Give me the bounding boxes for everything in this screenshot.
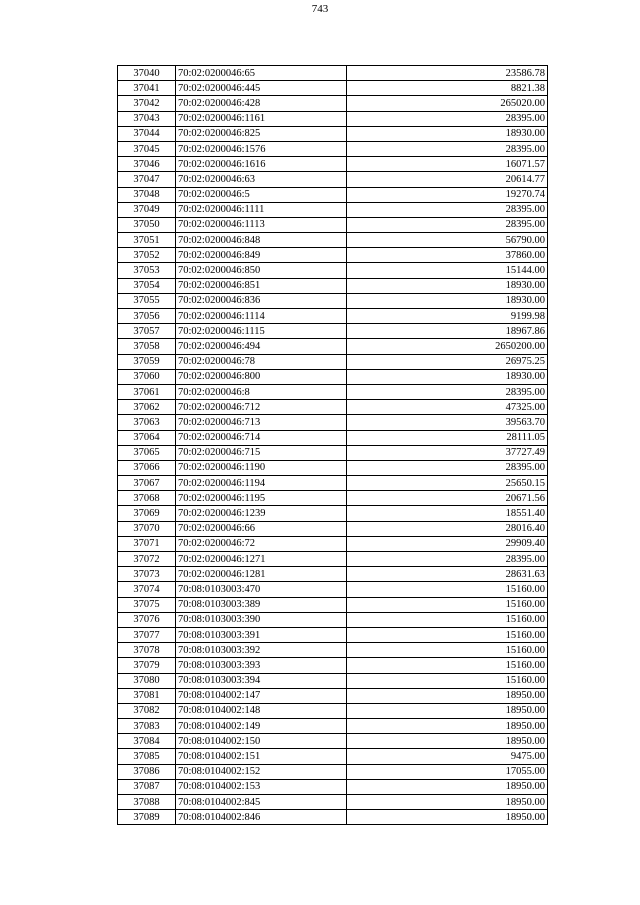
cadastral-number-cell: 70:08:0103003:394 (176, 673, 347, 688)
value-cell: 15144.00 (347, 263, 548, 278)
value-cell: 8821.38 (347, 81, 548, 96)
row-number-cell: 37056 (118, 309, 176, 324)
table-row (118, 582, 548, 597)
table-row (118, 445, 548, 460)
row-number-cell: 37079 (118, 658, 176, 673)
cadastral-number-cell: 70:02:0200046:5 (176, 187, 347, 202)
row-number-cell: 37074 (118, 582, 176, 597)
row-number-cell: 37077 (118, 627, 176, 642)
table-row (118, 506, 548, 521)
row-number-cell: 37085 (118, 749, 176, 764)
value-cell: 2650200.00 (347, 339, 548, 354)
value-cell: 28395.00 (347, 460, 548, 475)
table-row (118, 66, 548, 81)
table-row (118, 779, 548, 794)
cadastral-number-cell: 70:02:0200046:715 (176, 445, 347, 460)
table-row (118, 552, 548, 567)
value-cell: 26975.25 (347, 354, 548, 369)
row-number-cell: 37067 (118, 476, 176, 491)
table-row (118, 795, 548, 810)
table-row (118, 810, 548, 825)
table-row (118, 202, 548, 217)
cadastral-number-cell: 70:02:0200046:1190 (176, 460, 347, 475)
cadastral-number-cell: 70:02:0200046:65 (176, 66, 347, 81)
table-row (118, 612, 548, 627)
value-cell: 15160.00 (347, 658, 548, 673)
cadastral-number-cell: 70:02:0200046:825 (176, 126, 347, 141)
row-number-cell: 37045 (118, 141, 176, 156)
row-number-cell: 37066 (118, 460, 176, 475)
cadastral-number-cell: 70:02:0200046:1194 (176, 476, 347, 491)
row-number-cell: 37050 (118, 217, 176, 232)
row-number-cell: 37068 (118, 491, 176, 506)
row-number-cell: 37069 (118, 506, 176, 521)
row-number-cell: 37053 (118, 263, 176, 278)
table-row (118, 324, 548, 339)
value-cell: 18930.00 (347, 126, 548, 141)
row-number-cell: 37065 (118, 445, 176, 460)
cadastral-number-cell: 70:02:0200046:1576 (176, 141, 347, 156)
value-cell: 18950.00 (347, 779, 548, 794)
value-cell: 15160.00 (347, 597, 548, 612)
value-cell: 37727.49 (347, 445, 548, 460)
row-number-cell: 37063 (118, 415, 176, 430)
cadastral-number-cell: 70:02:0200046:428 (176, 96, 347, 111)
table-row (118, 248, 548, 263)
cadastral-number-cell: 70:02:0200046:849 (176, 248, 347, 263)
value-cell: 18950.00 (347, 810, 548, 825)
value-cell: 18930.00 (347, 369, 548, 384)
row-number-cell: 37043 (118, 111, 176, 126)
cadastral-number-cell: 70:08:0103003:390 (176, 612, 347, 627)
cadastral-number-cell: 70:02:0200046:848 (176, 233, 347, 248)
cadastral-number-cell: 70:02:0200046:445 (176, 81, 347, 96)
table-row (118, 384, 548, 399)
cadastral-number-cell: 70:08:0103003:470 (176, 582, 347, 597)
value-cell: 18950.00 (347, 734, 548, 749)
row-number-cell: 37054 (118, 278, 176, 293)
row-number-cell: 37087 (118, 779, 176, 794)
value-cell: 28111.05 (347, 430, 548, 445)
row-number-cell: 37046 (118, 157, 176, 172)
row-number-cell: 37042 (118, 96, 176, 111)
value-cell: 28016.40 (347, 521, 548, 536)
row-number-cell: 37057 (118, 324, 176, 339)
cadastral-number-cell: 70:02:0200046:851 (176, 278, 347, 293)
row-number-cell: 37064 (118, 430, 176, 445)
table-row (118, 521, 548, 536)
cadastral-number-cell: 70:02:0200046:712 (176, 400, 347, 415)
cadastral-number-cell: 70:02:0200046:1113 (176, 217, 347, 232)
table-row (118, 627, 548, 642)
cadastral-number-cell: 70:02:0200046:714 (176, 430, 347, 445)
row-number-cell: 37082 (118, 703, 176, 718)
table-body (118, 66, 548, 825)
table-row (118, 673, 548, 688)
value-cell: 20614.77 (347, 172, 548, 187)
row-number-cell: 37061 (118, 384, 176, 399)
row-number-cell: 37060 (118, 369, 176, 384)
table-row (118, 354, 548, 369)
data-table (117, 65, 548, 825)
cadastral-number-cell: 70:02:0200046:800 (176, 369, 347, 384)
cadastral-number-cell: 70:02:0200046:63 (176, 172, 347, 187)
value-cell: 15160.00 (347, 612, 548, 627)
table-row (118, 141, 548, 156)
cadastral-number-cell: 70:08:0104002:845 (176, 795, 347, 810)
cadastral-number-cell: 70:02:0200046:1111 (176, 202, 347, 217)
value-cell: 28395.00 (347, 217, 548, 232)
value-cell: 15160.00 (347, 673, 548, 688)
value-cell: 18930.00 (347, 278, 548, 293)
value-cell: 9475.00 (347, 749, 548, 764)
value-cell: 18950.00 (347, 703, 548, 718)
cadastral-number-cell: 70:02:0200046:66 (176, 521, 347, 536)
cadastral-number-cell: 70:02:0200046:836 (176, 293, 347, 308)
table-row (118, 217, 548, 232)
cadastral-number-cell: 70:02:0200046:8 (176, 384, 347, 399)
row-number-cell: 37078 (118, 643, 176, 658)
value-cell: 15160.00 (347, 582, 548, 597)
row-number-cell: 37071 (118, 536, 176, 551)
value-cell: 16071.57 (347, 157, 548, 172)
row-number-cell: 37049 (118, 202, 176, 217)
table-row (118, 339, 548, 354)
table-row (118, 415, 548, 430)
table-row (118, 111, 548, 126)
row-number-cell: 37072 (118, 552, 176, 567)
row-number-cell: 37058 (118, 339, 176, 354)
row-number-cell: 37073 (118, 567, 176, 582)
value-cell: 28395.00 (347, 552, 548, 567)
table-row (118, 734, 548, 749)
table-row (118, 536, 548, 551)
row-number-cell: 37081 (118, 688, 176, 703)
row-number-cell: 37041 (118, 81, 176, 96)
table-row (118, 157, 548, 172)
cadastral-number-cell: 70:02:0200046:850 (176, 263, 347, 278)
table-row (118, 187, 548, 202)
value-cell: 20671.56 (347, 491, 548, 506)
value-cell: 17055.00 (347, 764, 548, 779)
row-number-cell: 37051 (118, 233, 176, 248)
value-cell: 9199.98 (347, 309, 548, 324)
cadastral-number-cell: 70:02:0200046:1161 (176, 111, 347, 126)
row-number-cell: 37086 (118, 764, 176, 779)
value-cell: 47325.00 (347, 400, 548, 415)
row-number-cell: 37052 (118, 248, 176, 263)
row-number-cell: 37080 (118, 673, 176, 688)
table-row (118, 126, 548, 141)
table-row (118, 749, 548, 764)
row-number-cell: 37076 (118, 612, 176, 627)
row-number-cell: 37089 (118, 810, 176, 825)
table-row (118, 263, 548, 278)
cadastral-number-cell: 70:02:0200046:494 (176, 339, 347, 354)
row-number-cell: 37084 (118, 734, 176, 749)
table-row (118, 369, 548, 384)
cadastral-number-cell: 70:08:0103003:393 (176, 658, 347, 673)
table-row (118, 430, 548, 445)
table-row (118, 719, 548, 734)
cadastral-number-cell: 70:08:0104002:153 (176, 779, 347, 794)
value-cell: 18950.00 (347, 795, 548, 810)
cadastral-number-cell: 70:02:0200046:1281 (176, 567, 347, 582)
table-row (118, 309, 548, 324)
table-row (118, 460, 548, 475)
page-number: 743 (311, 3, 329, 15)
value-cell: 25650.15 (347, 476, 548, 491)
value-cell: 18950.00 (347, 688, 548, 703)
cadastral-number-cell: 70:02:0200046:78 (176, 354, 347, 369)
cadastral-number-cell: 70:08:0104002:148 (176, 703, 347, 718)
table-row (118, 172, 548, 187)
cadastral-number-cell: 70:02:0200046:1114 (176, 309, 347, 324)
table-row (118, 567, 548, 582)
value-cell: 29909.40 (347, 536, 548, 551)
data-table-container (117, 65, 548, 825)
value-cell: 15160.00 (347, 627, 548, 642)
value-cell: 37860.00 (347, 248, 548, 263)
table-row (118, 658, 548, 673)
table-row (118, 476, 548, 491)
value-cell: 265020.00 (347, 96, 548, 111)
row-number-cell: 37070 (118, 521, 176, 536)
value-cell: 39563.70 (347, 415, 548, 430)
row-number-cell: 37040 (118, 66, 176, 81)
cadastral-number-cell: 70:08:0104002:151 (176, 749, 347, 764)
row-number-cell: 37062 (118, 400, 176, 415)
value-cell: 28395.00 (347, 141, 548, 156)
cadastral-number-cell: 70:08:0104002:150 (176, 734, 347, 749)
cadastral-number-cell: 70:02:0200046:1239 (176, 506, 347, 521)
table-row (118, 96, 548, 111)
value-cell: 28395.00 (347, 111, 548, 126)
row-number-cell: 37044 (118, 126, 176, 141)
value-cell: 28631.63 (347, 567, 548, 582)
table-row (118, 764, 548, 779)
cadastral-number-cell: 70:02:0200046:1271 (176, 552, 347, 567)
row-number-cell: 37075 (118, 597, 176, 612)
value-cell: 18967.86 (347, 324, 548, 339)
cadastral-number-cell: 70:08:0104002:152 (176, 764, 347, 779)
value-cell: 18950.00 (347, 719, 548, 734)
row-number-cell: 37047 (118, 172, 176, 187)
value-cell: 18551.40 (347, 506, 548, 521)
row-number-cell: 37048 (118, 187, 176, 202)
value-cell: 15160.00 (347, 643, 548, 658)
cadastral-number-cell: 70:02:0200046:1195 (176, 491, 347, 506)
value-cell: 56790.00 (347, 233, 548, 248)
table-row (118, 81, 548, 96)
cadastral-number-cell: 70:02:0200046:1115 (176, 324, 347, 339)
row-number-cell: 37055 (118, 293, 176, 308)
table-row (118, 233, 548, 248)
table-row (118, 703, 548, 718)
table-row (118, 643, 548, 658)
cadastral-number-cell: 70:08:0103003:389 (176, 597, 347, 612)
row-number-cell: 37083 (118, 719, 176, 734)
table-row (118, 293, 548, 308)
table-row (118, 278, 548, 293)
value-cell: 19270.74 (347, 187, 548, 202)
value-cell: 18930.00 (347, 293, 548, 308)
table-row (118, 491, 548, 506)
cadastral-number-cell: 70:08:0103003:392 (176, 643, 347, 658)
value-cell: 23586.78 (347, 66, 548, 81)
table-row (118, 400, 548, 415)
cadastral-number-cell: 70:08:0103003:391 (176, 627, 347, 642)
cadastral-number-cell: 70:02:0200046:1616 (176, 157, 347, 172)
cadastral-number-cell: 70:08:0104002:147 (176, 688, 347, 703)
cadastral-number-cell: 70:02:0200046:713 (176, 415, 347, 430)
row-number-cell: 37088 (118, 795, 176, 810)
table-row (118, 688, 548, 703)
cadastral-number-cell: 70:02:0200046:72 (176, 536, 347, 551)
value-cell: 28395.00 (347, 202, 548, 217)
row-number-cell: 37059 (118, 354, 176, 369)
table-row (118, 597, 548, 612)
cadastral-number-cell: 70:08:0104002:846 (176, 810, 347, 825)
value-cell: 28395.00 (347, 384, 548, 399)
cadastral-number-cell: 70:08:0104002:149 (176, 719, 347, 734)
